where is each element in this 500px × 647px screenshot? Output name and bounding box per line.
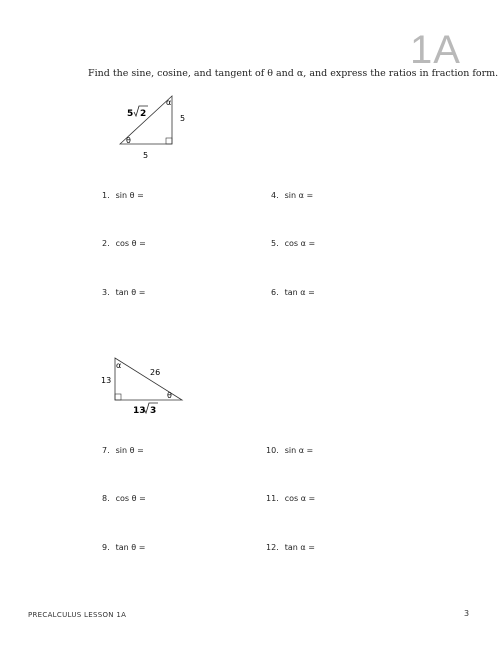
problem-text: sin α = bbox=[284, 191, 314, 200]
problem-9 bbox=[102, 543, 145, 552]
problem-number: 5. bbox=[271, 239, 279, 248]
triangle-1-hypotenuse-radicand: 2 bbox=[140, 109, 147, 119]
triangle-2-hypotenuse-label: 26 bbox=[150, 368, 161, 377]
triangle-1-figure bbox=[100, 88, 200, 163]
problem-text: cos θ = bbox=[115, 239, 146, 248]
triangle-2-vertical-leg-label: 13 bbox=[101, 376, 112, 385]
problem-text: sin θ = bbox=[115, 191, 144, 200]
problem-text: cos α = bbox=[284, 239, 316, 248]
triangle-2-alpha: α bbox=[116, 361, 122, 370]
problem-number: 7. bbox=[102, 446, 110, 455]
footer-title: PRECALCULUS LESSON 1A bbox=[28, 611, 127, 619]
problem-12 bbox=[266, 543, 315, 552]
triangle-2-horizontal-leg-coef: 13 bbox=[133, 406, 146, 416]
instructions: Find the sine, cosine, and tangent of θ and α, and express the ratios in fraction form. bbox=[88, 68, 499, 79]
problem-number: 6. bbox=[271, 288, 279, 297]
problem-4 bbox=[271, 191, 313, 200]
problem-number: 10. bbox=[266, 446, 279, 455]
problem-number: 3. bbox=[102, 288, 110, 297]
problem-5 bbox=[271, 239, 315, 248]
problem-text: sin θ = bbox=[115, 446, 144, 455]
triangle-2-theta: θ bbox=[167, 391, 172, 400]
triangle-2-shape bbox=[115, 358, 182, 400]
problem-number: 1. bbox=[102, 191, 110, 200]
problem-text: cos α = bbox=[284, 494, 316, 503]
problem-text: tan θ = bbox=[115, 543, 146, 552]
triangle-1-horizontal-leg-label: 5 bbox=[143, 151, 149, 160]
triangle-2-right-angle-mark bbox=[115, 394, 121, 400]
problem-text: sin α = bbox=[284, 446, 314, 455]
problem-number: 4. bbox=[271, 191, 279, 200]
problem-1 bbox=[102, 191, 144, 200]
problem-text: tan α = bbox=[284, 288, 315, 297]
problem-number: 11. bbox=[266, 494, 279, 503]
triangle-2-figure bbox=[98, 352, 188, 422]
triangle-1-right-angle-mark bbox=[166, 138, 172, 144]
lesson-code: 1A bbox=[410, 28, 461, 72]
problem-6 bbox=[271, 288, 315, 297]
problem-text: tan α = bbox=[284, 543, 315, 552]
problem-8 bbox=[102, 494, 146, 503]
triangle-1-theta: θ bbox=[126, 136, 131, 145]
problem-number: 8. bbox=[102, 494, 110, 503]
problem-10 bbox=[266, 446, 313, 455]
problem-3 bbox=[102, 288, 145, 297]
problem-11 bbox=[266, 494, 315, 503]
problem-7 bbox=[102, 446, 144, 455]
problem-number: 2. bbox=[102, 239, 110, 248]
problem-text: cos θ = bbox=[115, 494, 146, 503]
triangle-1-alpha: α bbox=[166, 98, 172, 107]
problem-number: 12. bbox=[266, 543, 279, 552]
triangle-1-vertical-leg-label: 5 bbox=[180, 114, 186, 123]
page-number: 3 bbox=[464, 609, 470, 618]
problem-text: tan θ = bbox=[115, 288, 146, 297]
triangle-1-hypotenuse-coef: 5 bbox=[127, 109, 134, 119]
problem-number: 9. bbox=[102, 543, 110, 552]
problem-2 bbox=[102, 239, 146, 248]
triangle-2-horizontal-leg-radicand: 3 bbox=[150, 406, 157, 416]
